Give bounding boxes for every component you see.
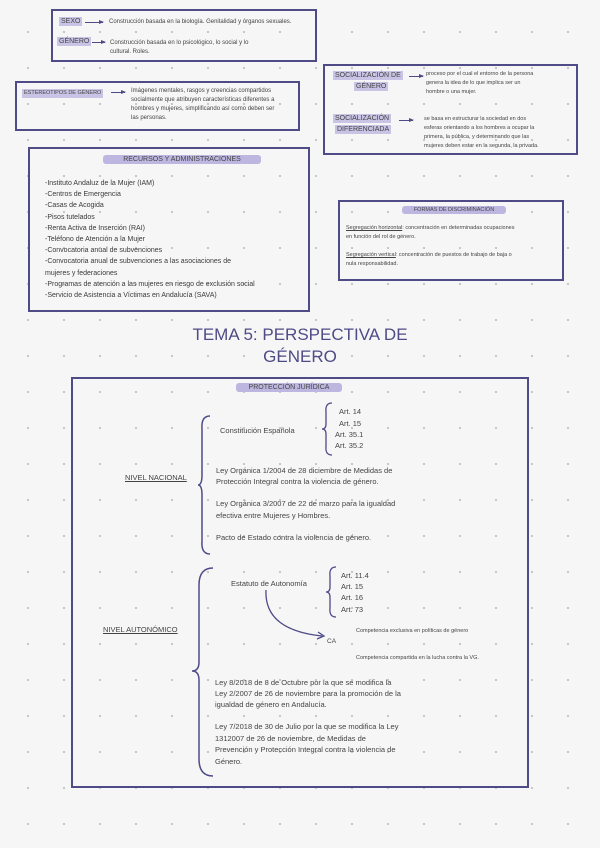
recurso-item: -Casas de Acogida (45, 202, 104, 210)
constitucion-label: Constitución Española (220, 426, 295, 435)
estatuto-label: Estatuto de Autonomía (231, 579, 307, 588)
estatuto-ca-connector (262, 590, 332, 640)
ley3-line-1: Ley 8/2018 de 8 de Octubre por la que se modifica la (215, 678, 392, 687)
sg-label-2: GÉNERO (356, 83, 387, 90)
ley4-line-4: Género. (215, 757, 243, 766)
art-35-1: Art. 35.1 (335, 430, 364, 439)
nivel-nacional-label: NIVEL NACIONAL (125, 473, 187, 482)
title-line-2: GÉNERO (263, 347, 337, 366)
genero-label: GÉNERO (59, 38, 90, 45)
sg-line-3: hombre o una mujer. (426, 89, 477, 95)
ley3-line-2: Ley 2/2007 de 26 de noviembre para la promoción de la (215, 689, 401, 698)
v-line-2: nula responsabilidad. (346, 261, 398, 267)
proteccion-title: PROTECCIÓN JURÍDICA (236, 383, 342, 392)
art-16: Art. 16 (341, 593, 364, 602)
recurso-item: -Convocatoria anual de subvenciones (45, 247, 163, 255)
sexo-genero-box (51, 9, 317, 62)
art-73: Art. 73 (341, 605, 364, 614)
competencia-exclusiva: Competencia exclusiva en políticas de género (356, 628, 469, 634)
sexo-arrow (85, 22, 103, 23)
sd-line-3: primera, la pública, y determinando que las (424, 134, 530, 140)
ley4-line-3: Prevención y Protección Integral contra la violencia de (215, 745, 396, 754)
estereotipos-line-3: hombres y mujeres, simplificando así como deben ser (131, 106, 275, 112)
recurso-item: -Programas de atención a las mujeres en riesgo de exclusión social (45, 280, 255, 288)
recurso-item: -Instituto Andaluz de la Mujer (IAM) (45, 180, 155, 187)
v-line-1: : concentración de puestos de trabajo de baja o (395, 252, 512, 258)
art-14: Art. 14 (339, 407, 362, 416)
sg-line-1: proceso por el cual el entorno de la persona (426, 71, 534, 77)
art-11-4: Art. 11.4 (341, 571, 369, 580)
ley2-line-1: Ley Orgánica 3/2007 de 22 de marzo para la igualdad (216, 499, 396, 508)
h-line-2: en función del rol de género. (346, 234, 416, 240)
ley2-line-2: efectiva entre Mujeres y Hombres. (216, 511, 331, 520)
discriminacion-v (346, 251, 512, 260)
nivel-autonomico-label: NIVEL AUTONÓMICO (103, 625, 178, 634)
ley4-line-2: 1312007 de 26 de noviembre, de Medidas de (215, 734, 366, 743)
competencia-compartida: Competencia compartida en la lucha contra la VG. (356, 655, 479, 661)
pacto: Pacto de Estado contra la violencia de género. (216, 533, 372, 542)
estereotipos-line-1: Imágenes mentales, rasgos y creencias compartidos (131, 88, 272, 94)
ley3-line-3: igualdad de género en Andalucía. (215, 700, 327, 709)
h-label: Segregación horizontal (346, 225, 403, 231)
recurso-item: -Convocatoria anual de subvenciones a las asociaciones de (45, 258, 232, 266)
sexo-text: Construcción basada en la biología. Genitalidad y órganos sexuales. (109, 19, 292, 25)
art-35-2: Art. 35.2 (335, 441, 364, 450)
recursos-list (45, 178, 307, 301)
sd-line-2: esferas orientando a los hombres a ocupar la (424, 125, 535, 131)
recurso-item: -Centros de Emergencia (45, 191, 121, 199)
estereotipos-line-2: socialmente que atribuyen características diferentes a (131, 97, 275, 103)
recurso-item: -Renta Activa de Inserción (RAI) (45, 224, 145, 232)
estereotipos-label: ESTEREOTIPOS DE GÉNERO (24, 90, 102, 96)
nacional-brace (198, 415, 212, 555)
genero-arrow (92, 42, 105, 43)
recurso-item: mujeres y federaciones (45, 269, 118, 277)
sexo-label: SEXO (61, 18, 81, 25)
ley4-line-1: Ley 7/2018 de 30 de Julio por la que se modifica la Ley (215, 722, 399, 731)
ley1-line-2: Protección Integral contra la violencia de género. (216, 477, 379, 486)
sg-label-1: SOCIALIZACIÓN DE (335, 72, 401, 79)
v-label: Segregación vertical (346, 252, 396, 258)
art-15-a: Art. 15 (341, 582, 364, 591)
sd-label-1: SOCIALIZACIÓN (335, 115, 390, 122)
discriminacion-title: FORMAS DE DISCRIMINACIÓN (402, 206, 506, 214)
page-title (150, 324, 450, 368)
discriminacion-h (346, 224, 514, 233)
sd-label-2: DIFERENCIADA (337, 126, 390, 133)
estereotipos-arrow (111, 92, 125, 93)
constitucion-brace (322, 402, 334, 456)
recurso-item: -Teléfono de Atención a la Mujer (45, 236, 146, 244)
genero-text-2: cultural. Roles. (110, 49, 150, 55)
ley1-line-1: Ley Orgánica 1/2004 de 28 diciembre de Medidas de (216, 466, 393, 475)
sd-arrow (399, 120, 413, 121)
sg-arrow (409, 76, 423, 77)
ca-label: CA (327, 638, 337, 645)
recurso-item: -Pisos tutelados (45, 213, 95, 221)
sd-line-4: mujeres deben estar en la segunda, la privada. (424, 143, 539, 149)
title-line-1: TEMA 5: PERSPECTIVA DE (192, 325, 408, 344)
recursos-title: RECURSOS Y ADMINISTRACIONES (103, 155, 261, 164)
estereotipos-line-4: las personas. (131, 115, 167, 121)
sd-line-1: se basa en estructurar la sociedad en dos (424, 116, 527, 122)
sg-line-2: genera la idea de lo que implica ser un (426, 80, 521, 86)
art-15: Art. 15 (339, 419, 362, 428)
autonomico-brace (191, 567, 215, 777)
recurso-item: -Servicio de Asistencia a Víctimas en Andalucía (SAVA) (45, 292, 217, 300)
genero-text-1: Construcción basada en lo psicológico, lo social y lo (110, 40, 249, 46)
h-line-1: : concentración en determinadas ocupaciones (402, 225, 515, 231)
